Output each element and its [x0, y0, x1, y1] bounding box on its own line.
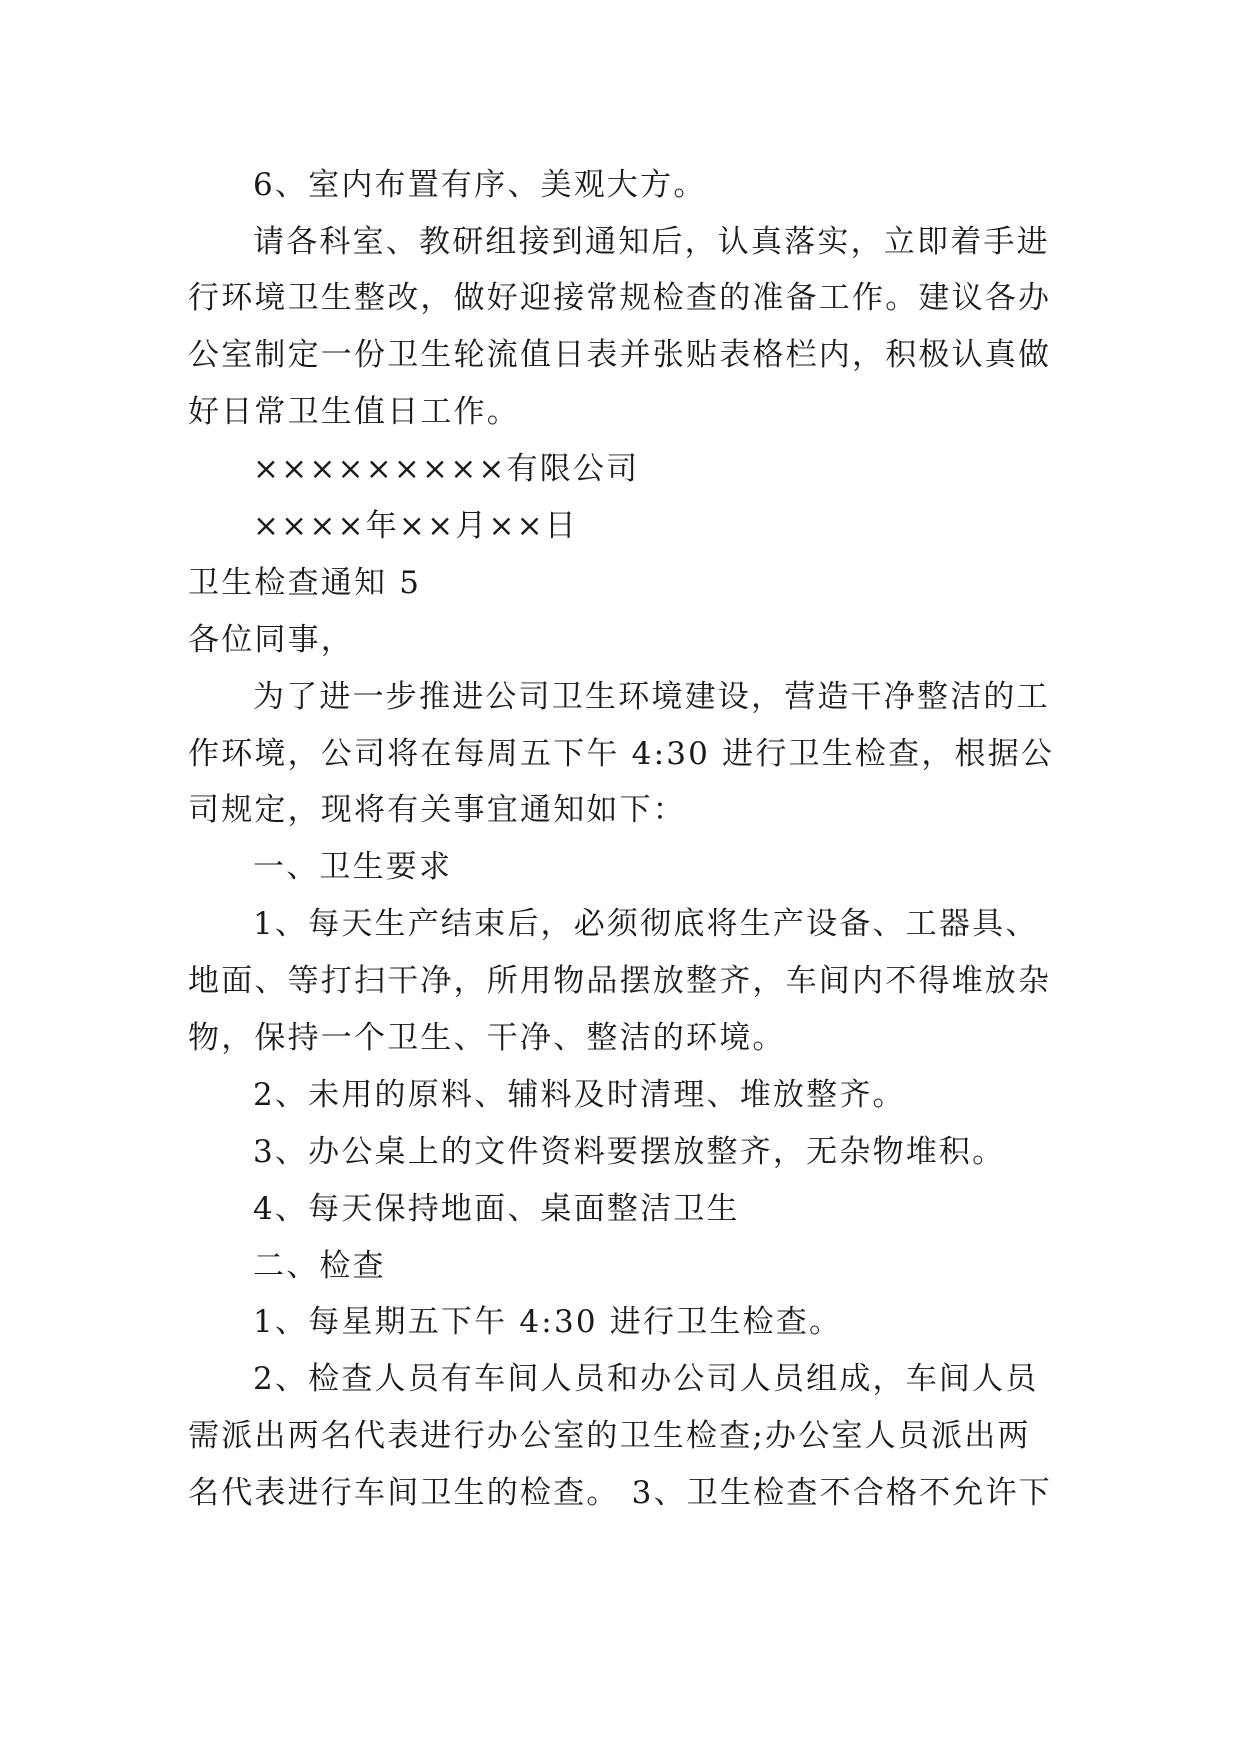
paragraph-line: 4、每天保持地面、桌面整洁卫生 — [253, 1191, 740, 1227]
paragraph-line: 物，保持一个卫生、干净、整洁的环境。 — [188, 1020, 786, 1056]
subheading: 二、检查 — [253, 1248, 386, 1284]
subheading: 一、卫生要求 — [253, 849, 453, 885]
paragraph-line: 为了进一步推进公司卫生环境建设，营造干净整洁的工 — [253, 679, 1050, 715]
paragraph-line: 3、办公桌上的文件资料要摆放整齐，无杂物堆积。 — [253, 1134, 1006, 1170]
paragraph-line: 请各科室、教研组接到通知后，认真落实，立即着手进 — [253, 224, 1050, 260]
paragraph-line: 司规定，现将有关事宜通知如下： — [188, 792, 686, 828]
paragraph-line: 作环境，公司将在每周五下午 4:30 进行卫生检查，根据公 — [188, 736, 1055, 772]
paragraph-line: 6、室内布置有序、美观大方。 — [253, 167, 707, 203]
paragraph-line: 名代表进行车间卫生的检查。 3、卫生检查不合格不允许下 — [188, 1475, 1052, 1511]
paragraph-line: 1、每星期五下午 4:30 进行卫生检查。 — [253, 1304, 843, 1340]
salutation: 各位同事， — [188, 622, 354, 658]
signature-date: ××××年××月××日 — [253, 508, 578, 544]
paragraph-line: 好日常卫生值日工作。 — [188, 394, 520, 430]
section-title: 卫生检查通知 5 — [188, 565, 422, 601]
paragraph-line: 行环境卫生整改，做好迎接常规检查的准备工作。建议各办 — [188, 280, 1052, 316]
paragraph-line: 地面、等打扫干净，所用物品摆放整齐，车间内不得堆放杂 — [188, 963, 1052, 999]
paragraph-line: 需派出两名代表进行办公室的卫生检查;办公室人员派出两 — [188, 1418, 1031, 1454]
paragraph-line: 公室制定一份卫生轮流值日表并张贴表格栏内，积极认真做 — [188, 337, 1052, 373]
paragraph-line: 1、每天生产结束后，必须彻底将生产设备、工器具、 — [253, 906, 1039, 942]
company-signature: ×××××××××有限公司 — [253, 451, 640, 487]
paragraph-line: 2、未用的原料、辅料及时清理、堆放整齐。 — [253, 1077, 906, 1113]
paragraph-line: 2、检查人员有车间人员和办公司人员组成，车间人员 — [253, 1361, 1039, 1397]
